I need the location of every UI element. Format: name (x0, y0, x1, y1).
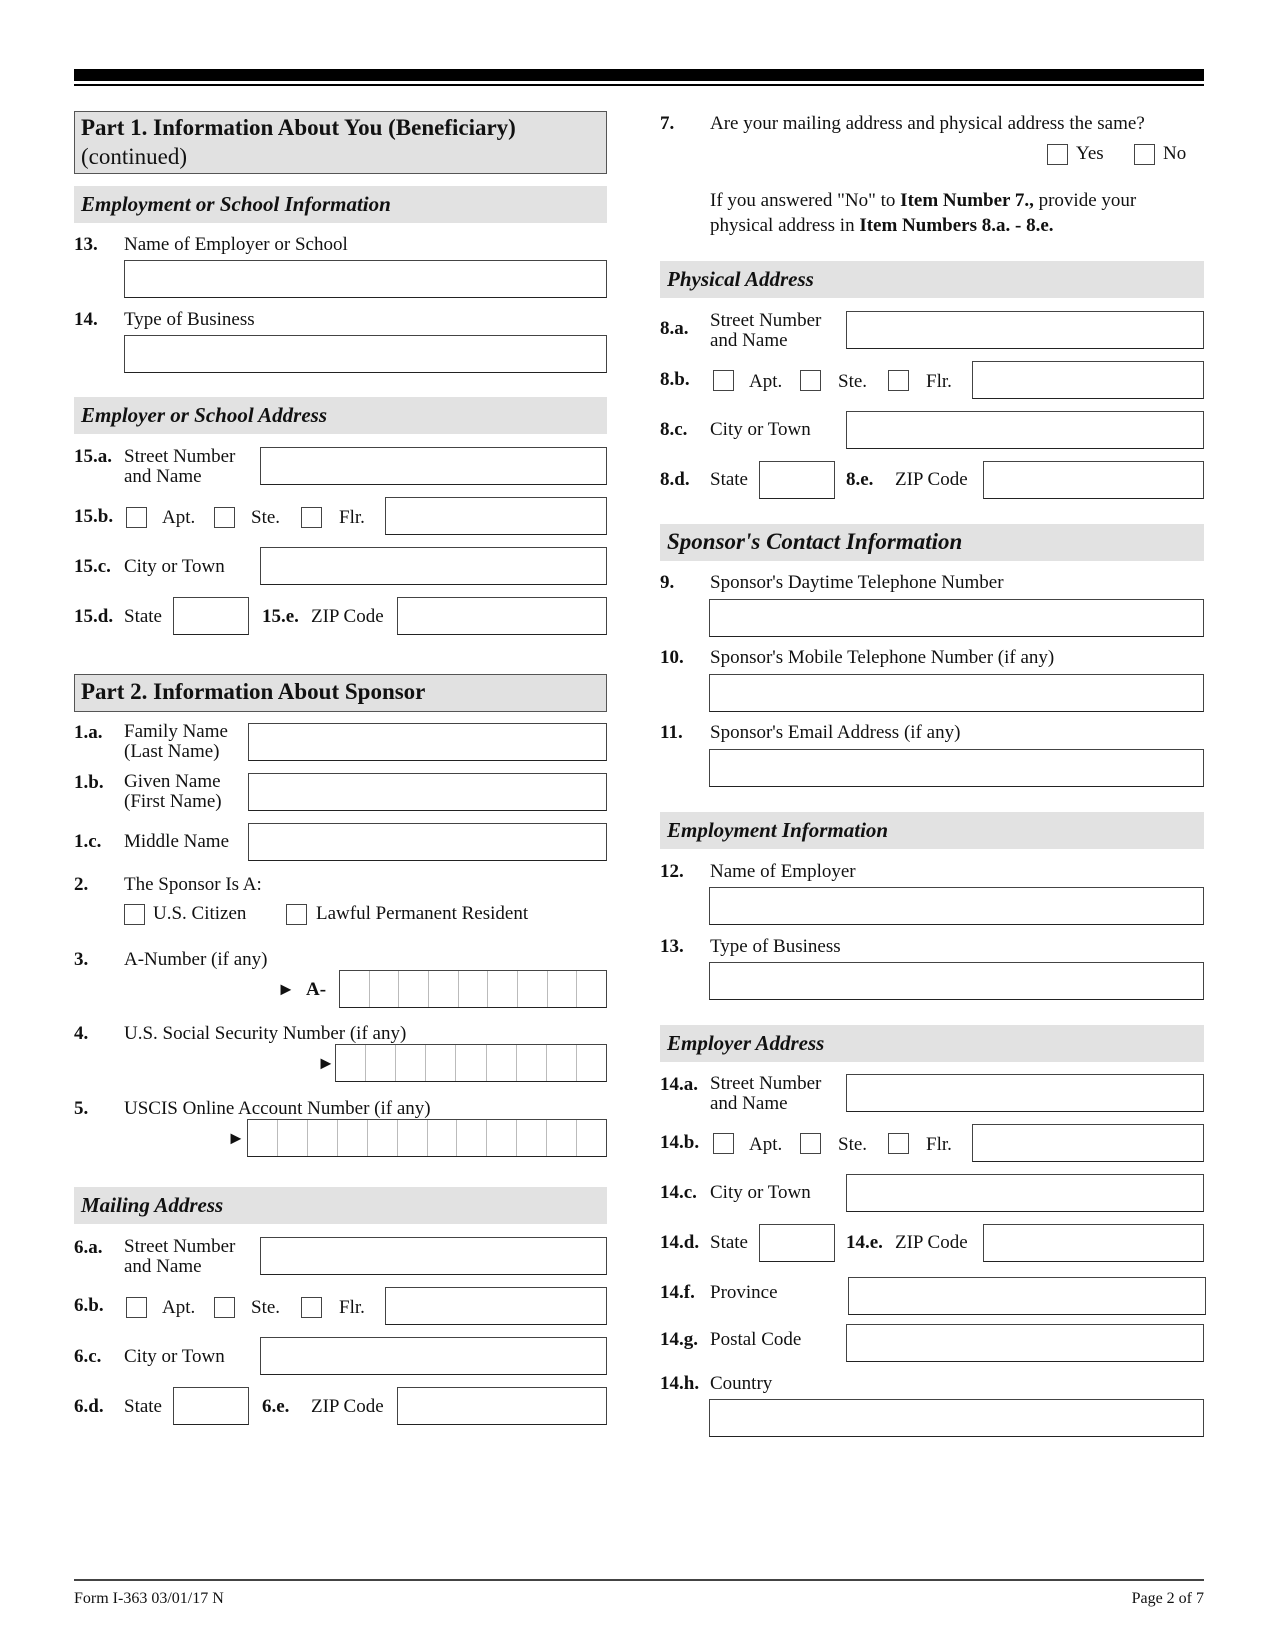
part1-header (74, 111, 607, 174)
section-physical-address: Physical Address (660, 261, 1204, 298)
arrow-right-icon: ► (317, 1053, 335, 1073)
item-number: 8.b. (660, 369, 690, 390)
given-name-label-line2: (First Name) (124, 791, 222, 812)
digit-cell[interactable] (457, 1120, 487, 1156)
page-number: Page 2 of 7 (1131, 1590, 1204, 1607)
employer-zip-input[interactable] (397, 597, 607, 635)
item-number: 8.a. (660, 318, 689, 339)
zip-label: ZIP Code (311, 1396, 384, 1417)
item-number: 3. (74, 949, 89, 970)
sponsor-employer-street-input[interactable] (846, 1074, 1204, 1112)
section-employer-school-address: Employer or School Address (74, 397, 607, 434)
item-number: 4. (74, 1023, 89, 1044)
item-number: 15.e. (262, 606, 299, 627)
digit-cell[interactable] (547, 1120, 577, 1156)
note-text: If you answered "No" to (710, 190, 901, 211)
item-number: 14.g. (660, 1329, 698, 1350)
item-number: 6.b. (74, 1295, 104, 1316)
digit-cell[interactable] (577, 1045, 606, 1081)
physical-street-input[interactable] (846, 311, 1204, 349)
digit-cell[interactable] (547, 1045, 577, 1081)
street-label-line2: and Name (124, 466, 202, 487)
footer-rule (74, 1579, 1204, 1581)
same-address-no-checkbox[interactable] (1134, 144, 1155, 165)
item-number: 1.a. (74, 722, 103, 743)
note-bold: Item Numbers 8.a. - 8.e. (859, 215, 1054, 236)
digit-cell[interactable] (278, 1120, 308, 1156)
employer-street-input[interactable] (260, 447, 607, 485)
digit-cell[interactable] (517, 1120, 547, 1156)
item-number: 14.e. (846, 1232, 883, 1253)
mailing-city-input[interactable] (260, 1337, 607, 1375)
item-number: 8.c. (660, 419, 688, 440)
item-number: 8.e. (846, 469, 874, 490)
apt-label: Apt. (749, 1134, 783, 1155)
digit-cell[interactable] (248, 1120, 278, 1156)
given-name-label-line1: Given Name (124, 771, 221, 792)
item-number: 14.d. (660, 1232, 700, 1253)
digit-cell[interactable] (399, 971, 429, 1007)
ste-label: Ste. (838, 371, 868, 392)
us-citizen-checkbox[interactable] (124, 904, 145, 925)
section-sponsor-contact: Sponsor's Contact Information (660, 524, 1204, 561)
ste-checkbox[interactable] (800, 1133, 821, 1154)
digit-cell[interactable] (487, 1120, 517, 1156)
digit-cell[interactable] (338, 1120, 368, 1156)
item-number: 15.c. (74, 556, 111, 577)
type-of-business-input[interactable] (124, 335, 607, 373)
sponsor-employer-unit-input[interactable] (972, 1124, 1204, 1162)
a-number-prefix: A- (306, 979, 327, 1000)
street-label (710, 311, 821, 351)
apt-label: Apt. (162, 507, 196, 528)
part1-title: Part 1. Information About You (Beneficiary) (81, 115, 516, 140)
street-label (124, 447, 235, 487)
daytime-phone-label: Sponsor's Daytime Telephone Number (710, 572, 1004, 593)
item-number: 6.c. (74, 1346, 102, 1367)
digit-cell[interactable] (398, 1120, 428, 1156)
given-name-label (124, 772, 222, 812)
country-input[interactable] (709, 1399, 1204, 1437)
item-number: 8.d. (660, 469, 690, 490)
physical-unit-input[interactable] (972, 361, 1204, 399)
city-label: City or Town (710, 1182, 811, 1203)
digit-cell[interactable] (577, 971, 606, 1007)
family-name-label-line1: Family Name (124, 721, 228, 742)
digit-cell[interactable] (487, 1045, 517, 1081)
street-label (710, 1074, 821, 1114)
city-label: City or Town (124, 556, 225, 577)
part2-header: Part 2. Information About Sponsor (74, 674, 607, 712)
mailing-unit-input[interactable] (385, 1287, 607, 1325)
digit-cell[interactable] (366, 1045, 396, 1081)
street-label-line1: Street Number (710, 1073, 822, 1094)
item-number: 1.c. (74, 831, 102, 852)
type-of-business-label: Type of Business (710, 936, 841, 957)
digit-cell[interactable] (308, 1120, 338, 1156)
section-employment-school: Employment or School Information (74, 186, 607, 223)
state-label: State (124, 606, 162, 627)
same-address-yes-checkbox[interactable] (1047, 144, 1068, 165)
item-number: 2. (74, 874, 89, 895)
email-input[interactable] (709, 749, 1204, 787)
item-number: 15.a. (74, 446, 112, 467)
zip-label: ZIP Code (895, 469, 968, 490)
family-name-label-line2: (Last Name) (124, 741, 220, 762)
item-number: 14. (74, 309, 98, 330)
item-number: 12. (660, 861, 684, 882)
digit-cell[interactable] (456, 1045, 486, 1081)
ste-label: Ste. (838, 1134, 868, 1155)
ste-label: Ste. (251, 507, 281, 528)
yes-label: Yes (1076, 143, 1104, 164)
postal-code-label: Postal Code (710, 1329, 802, 1350)
a-number-label: A-Number (if any) (124, 949, 268, 970)
digit-cell[interactable] (459, 971, 489, 1007)
arrow-right-icon: ► (227, 1128, 245, 1148)
flr-label: Flr. (926, 1134, 952, 1155)
ssn-input[interactable] (335, 1044, 607, 1082)
employer-city-input[interactable] (260, 547, 607, 585)
arrow-right-icon: ► (277, 979, 295, 999)
note-text: provide your (1033, 190, 1137, 211)
ste-checkbox[interactable] (800, 370, 821, 391)
digit-cell[interactable] (518, 971, 548, 1007)
uscis-account-label: USCIS Online Account Number (if any) (124, 1098, 431, 1119)
apt-checkbox[interactable] (713, 1133, 734, 1154)
physical-state-input[interactable] (759, 461, 835, 499)
street-label-line1: Street Number (124, 446, 236, 467)
daytime-phone-input[interactable] (709, 599, 1204, 637)
province-input[interactable] (848, 1277, 1206, 1315)
type-of-business-label: Type of Business (124, 309, 255, 330)
item-number: 14.c. (660, 1182, 697, 1203)
employer-state-input[interactable] (173, 597, 249, 635)
family-name-input[interactable] (248, 723, 607, 761)
province-label: Province (710, 1282, 778, 1303)
mailing-street-input[interactable] (260, 1237, 607, 1275)
mailing-state-input[interactable] (173, 1387, 249, 1425)
lpr-label: Lawful Permanent Resident (316, 903, 529, 924)
digit-cell[interactable] (577, 1120, 606, 1156)
no-label: No (1163, 143, 1187, 164)
item-number: 15.d. (74, 606, 114, 627)
employer-name-input[interactable] (709, 887, 1204, 925)
street-label-line2: and Name (710, 1093, 788, 1114)
item-number: 5. (74, 1098, 89, 1119)
country-label: Country (710, 1373, 773, 1394)
city-label: City or Town (124, 1346, 225, 1367)
employer-school-name-label: Name of Employer or School (124, 234, 348, 255)
middle-name-input[interactable] (248, 823, 607, 861)
apt-label: Apt. (749, 371, 783, 392)
ssn-label: U.S. Social Security Number (if any) (124, 1023, 407, 1044)
digit-cell[interactable] (488, 971, 518, 1007)
a-number-input[interactable] (339, 970, 607, 1008)
type-of-business-input[interactable] (709, 962, 1204, 1000)
mailing-zip-input[interactable] (397, 1387, 607, 1425)
flr-checkbox[interactable] (888, 1133, 909, 1154)
us-citizen-label: U.S. Citizen (153, 903, 247, 924)
mobile-phone-label: Sponsor's Mobile Telephone Number (if any) (710, 647, 1055, 668)
item-number: 14.h. (660, 1373, 700, 1394)
item-number: 10. (660, 647, 684, 668)
apt-checkbox[interactable] (126, 507, 147, 528)
item-number: 6.e. (262, 1396, 290, 1417)
employer-school-name-input[interactable] (124, 260, 607, 298)
state-label: State (710, 469, 748, 490)
item-number: 6.a. (74, 1237, 103, 1258)
item-number: 1.b. (74, 772, 104, 793)
flr-label: Flr. (926, 371, 952, 392)
flr-label: Flr. (339, 1297, 365, 1318)
street-label-line2: and Name (710, 330, 788, 351)
digit-cell[interactable] (370, 971, 400, 1007)
ste-checkbox[interactable] (214, 507, 235, 528)
digit-cell[interactable] (396, 1045, 426, 1081)
sponsor-employer-city-input[interactable] (846, 1174, 1204, 1212)
sponsor-employer-zip-input[interactable] (983, 1224, 1204, 1262)
digit-cell[interactable] (340, 971, 370, 1007)
item-number: 11. (660, 722, 683, 743)
section-employer-address: Employer Address (660, 1025, 1204, 1062)
ste-checkbox[interactable] (214, 1297, 235, 1318)
item-number: 13. (660, 936, 684, 957)
digit-cell[interactable] (336, 1045, 366, 1081)
form-id: Form I-363 03/01/17 N (74, 1590, 224, 1607)
apt-checkbox[interactable] (126, 1297, 147, 1318)
item-number: 9. (660, 572, 675, 593)
sponsor-employer-state-input[interactable] (759, 1224, 835, 1262)
zip-label: ZIP Code (311, 606, 384, 627)
same-address-question: Are your mailing address and physical address the same? (710, 113, 1145, 134)
flr-checkbox[interactable] (301, 1297, 322, 1318)
mobile-phone-input[interactable] (709, 674, 1204, 712)
postal-code-input[interactable] (846, 1324, 1204, 1362)
note-bold: Item Number 7., (900, 190, 1034, 211)
street-label (124, 1237, 235, 1277)
digit-cell[interactable] (429, 971, 459, 1007)
flr-checkbox[interactable] (301, 507, 322, 528)
flr-label: Flr. (339, 507, 365, 528)
digit-cell[interactable] (428, 1120, 458, 1156)
flr-checkbox[interactable] (888, 370, 909, 391)
item-number: 6.d. (74, 1396, 104, 1417)
item-number: 13. (74, 234, 98, 255)
ste-label: Ste. (251, 1297, 281, 1318)
item-number: 7. (660, 113, 675, 134)
employer-name-label: Name of Employer (710, 861, 856, 882)
note-text: physical address in (710, 215, 860, 236)
item-number: 14.a. (660, 1074, 698, 1095)
lpr-checkbox[interactable] (286, 904, 307, 925)
header-rule-thin (74, 84, 1204, 86)
apt-label: Apt. (162, 1297, 196, 1318)
physical-zip-input[interactable] (983, 461, 1204, 499)
state-label: State (124, 1396, 162, 1417)
same-address-note (710, 188, 1136, 238)
employer-unit-input[interactable] (385, 497, 607, 535)
apt-checkbox[interactable] (713, 370, 734, 391)
section-mailing-address: Mailing Address (74, 1187, 607, 1224)
uscis-account-input[interactable] (247, 1119, 607, 1157)
family-name-label (124, 722, 228, 762)
digit-cell[interactable] (368, 1120, 398, 1156)
given-name-input[interactable] (248, 773, 607, 811)
street-label-line1: Street Number (710, 310, 822, 331)
street-label-line1: Street Number (124, 1236, 236, 1257)
part1-continued: (continued) (81, 144, 188, 169)
physical-city-input[interactable] (846, 411, 1204, 449)
zip-label: ZIP Code (895, 1232, 968, 1253)
header-rule-thick (74, 69, 1204, 81)
item-number: 14.b. (660, 1132, 700, 1153)
middle-name-label: Middle Name (124, 831, 230, 852)
state-label: State (710, 1232, 748, 1253)
digit-cell[interactable] (517, 1045, 547, 1081)
digit-cell[interactable] (548, 971, 578, 1007)
city-label: City or Town (710, 419, 811, 440)
sponsor-type-label: The Sponsor Is A: (124, 874, 262, 895)
item-number: 15.b. (74, 506, 114, 527)
street-label-line2: and Name (124, 1256, 202, 1277)
section-employment-information: Employment Information (660, 812, 1204, 849)
item-number: 14.f. (660, 1282, 695, 1303)
email-label: Sponsor's Email Address (if any) (710, 722, 961, 743)
digit-cell[interactable] (426, 1045, 456, 1081)
